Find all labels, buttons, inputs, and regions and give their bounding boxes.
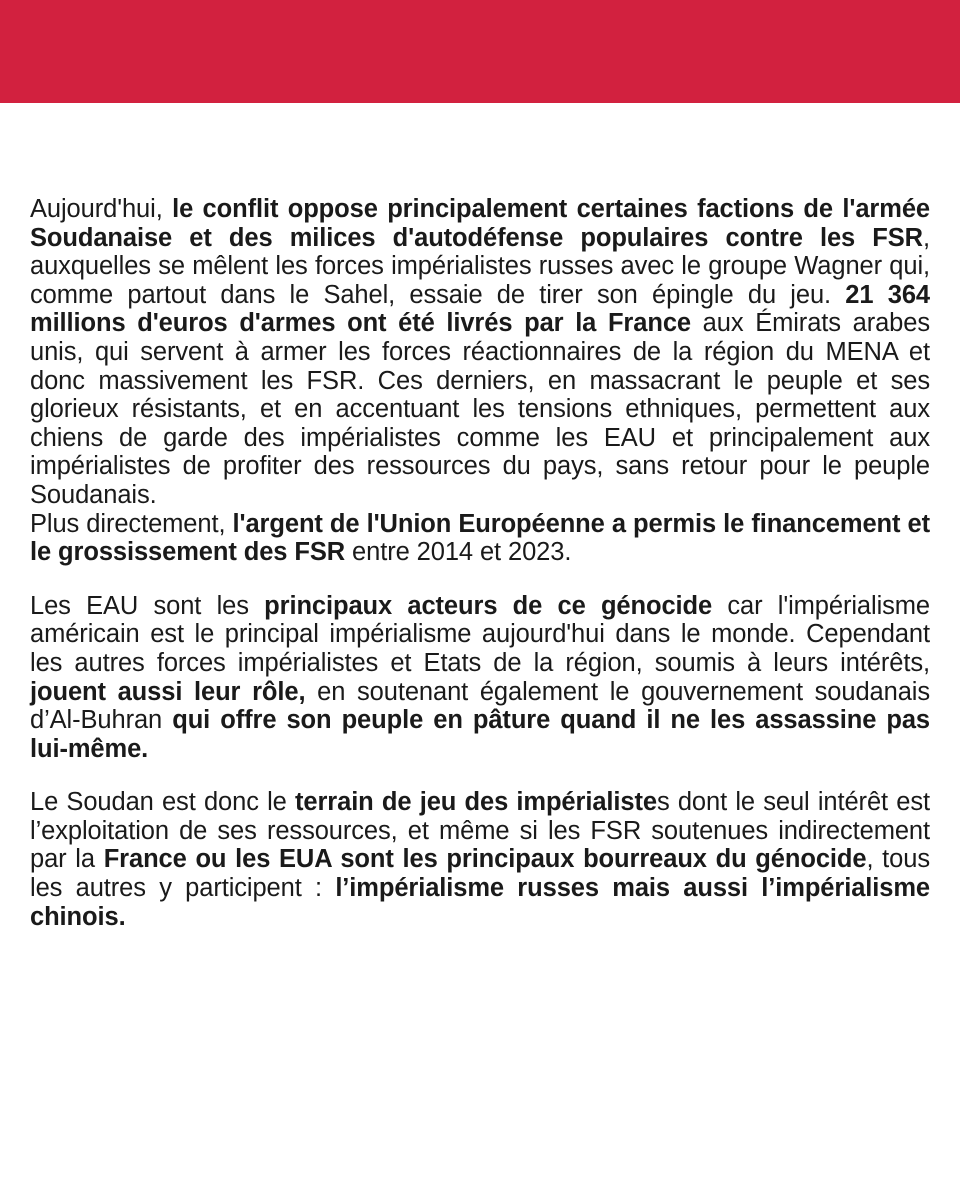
emphasis-text: l’impérialisme russes mais aussi l’impérialisme chinois. xyxy=(30,874,930,931)
body-text: Aujourd'hui, xyxy=(30,195,173,223)
header-banner xyxy=(0,0,960,103)
emphasis-text: terrain de jeu des impérialiste xyxy=(295,788,657,817)
emphasis-text: l'argent de l'Union Européenne a permis le financement et le grossissement des FSR xyxy=(30,509,930,567)
body-text: , auxquelles se mêlent les forces impérialistes russes avec le groupe Wagner qui, comme partout dans le Sahel, essaie de tirer son épingle du jeu. xyxy=(30,223,930,309)
paragraph-spacer xyxy=(30,567,930,592)
emphasis-text: 21 364 millions d'euros d'armes ont été livrés par la France xyxy=(30,280,930,338)
body-text: Les EAU sont les xyxy=(30,591,265,620)
body-text: en soutenant également le gouvernement soudanais d’Al-Buhran xyxy=(30,677,930,735)
paragraph xyxy=(30,195,930,510)
emphasis-text: jouent aussi leur rôle, xyxy=(30,677,306,706)
emphasis-text: France ou les EUA sont les principaux bourreaux du génocide xyxy=(103,845,867,874)
body-text: Plus directement, xyxy=(30,509,233,538)
emphasis-text: principaux acteurs de ce génocide xyxy=(264,591,713,620)
emphasis-text: le conflit oppose principalement certaines factions de l'armée Soudanaise et des milices d'autodéfense populaires contre les FSR xyxy=(30,195,930,252)
document-body xyxy=(0,103,960,931)
paragraph xyxy=(30,592,930,764)
body-text: Le Soudan est donc le xyxy=(30,788,295,817)
body-text: car l'impérialisme américain est le principal impérialisme aujourd'hui dans le monde. Cependant les autres forces impérialistes et Etats de la région, soumis à leurs intérêts, xyxy=(30,591,931,677)
body-text: entre 2014 et 2023. xyxy=(345,538,572,567)
paragraph xyxy=(30,510,930,567)
paragraph-spacer xyxy=(30,763,930,788)
body-text: aux Émirats arabes unis, qui servent à armer les forces réactionnaires de la région du MENA et donc massivement les FSR. Ces derniers, en massacrant le peuple et ses glorieux résistants, et en accentuant les tensions ethniques, permettent aux chiens de garde des impérialistes comme les EAU et principalement aux impérialistes de profiter des ressources du pays, sans retour pour le peuple Soudanais. xyxy=(30,309,930,509)
body-text: , tous les autres y participent : xyxy=(30,845,930,903)
emphasis-text: qui offre son peuple en pâture quand il ne les assassine pas lui-même. xyxy=(30,706,930,763)
body-text: s dont le seul intérêt est l’exploitation de ses ressources, et même si les FSR soutenues indirectement par la xyxy=(30,788,930,874)
paragraph xyxy=(30,788,930,931)
